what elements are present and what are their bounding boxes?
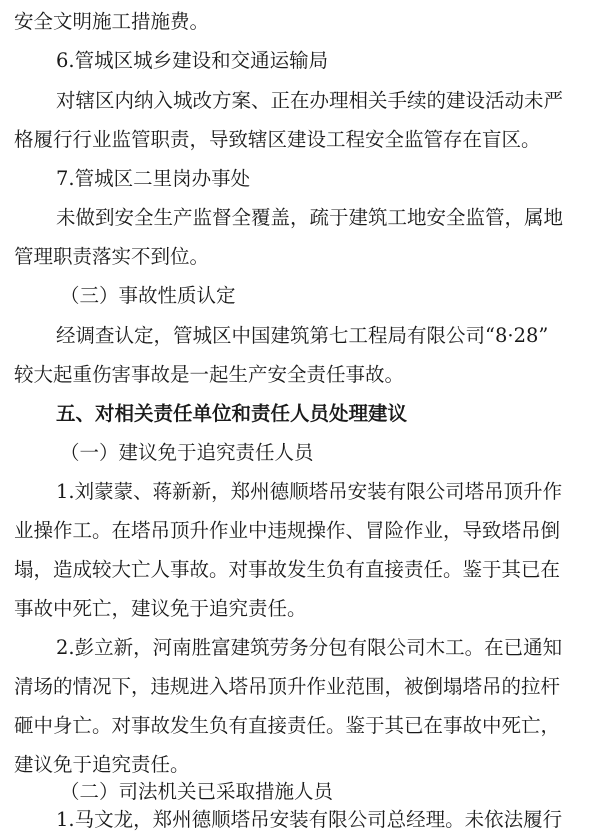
text-line: 2.彭立新，河南胜富建筑劳务分包有限公司木工。在已通知 — [56, 636, 563, 659]
chapter-heading: 五、对相关责任单位和责任人员处理建议 — [56, 402, 408, 425]
text-line: 管理职责落实不到位。 — [14, 245, 210, 268]
text-line: 塌，造成较大亡人事故。对事故发生负有直接责任。鉴于其已在 — [14, 558, 561, 581]
subsection-heading: （一）建议免于追究责任人员 — [60, 441, 314, 464]
section-heading: 7.管城区二里岗办事处 — [56, 167, 251, 190]
section-heading: 6.管城区城乡建设和交通运输局 — [56, 49, 329, 72]
text-line: 对辖区内纳入城改方案、正在办理相关手续的建设活动未严 — [56, 89, 564, 112]
text-line: 1.刘蒙蒙、蒋新新，郑州德顺塔吊安装有限公司塔吊顶升作 — [56, 480, 563, 503]
text-line: 砸中身亡。对事故发生负有直接责任。鉴于其已在事故中死亡， — [14, 714, 561, 737]
text-line: 较大起重伤害事故是一起生产安全责任事故。 — [14, 363, 405, 386]
text-line: 格履行行业监管职责，导致辖区建设工程安全监管存在盲区。 — [14, 128, 541, 151]
text-line: 清场的情况下，违规进入塔吊顶升作业范围，被倒塌塔吊的拉杆 — [14, 675, 561, 698]
text-line: 建议免于追究责任。 — [14, 753, 190, 776]
text-line: 事故中死亡，建议免于追究责任。 — [14, 597, 307, 620]
text-line: 1.马文龙，郑州德顺塔吊安装有限公司总经理。未依法履行 — [56, 808, 563, 831]
subsection-heading: （三）事故性质认定 — [60, 284, 236, 307]
text-line: 未做到安全生产监督全覆盖，疏于建筑工地安全监管，属地 — [56, 206, 564, 229]
text-line: 安全文明施工措施费。 — [14, 10, 210, 33]
text-line: 经调查认定，管城区中国建筑第七工程局有限公司“8·28” — [56, 324, 549, 347]
text-line: 业操作工。在塔吊顶升作业中违规操作、冒险作业，导致塔吊倒 — [14, 519, 561, 542]
subsection-heading: （二）司法机关已采取措施人员 — [60, 780, 334, 803]
